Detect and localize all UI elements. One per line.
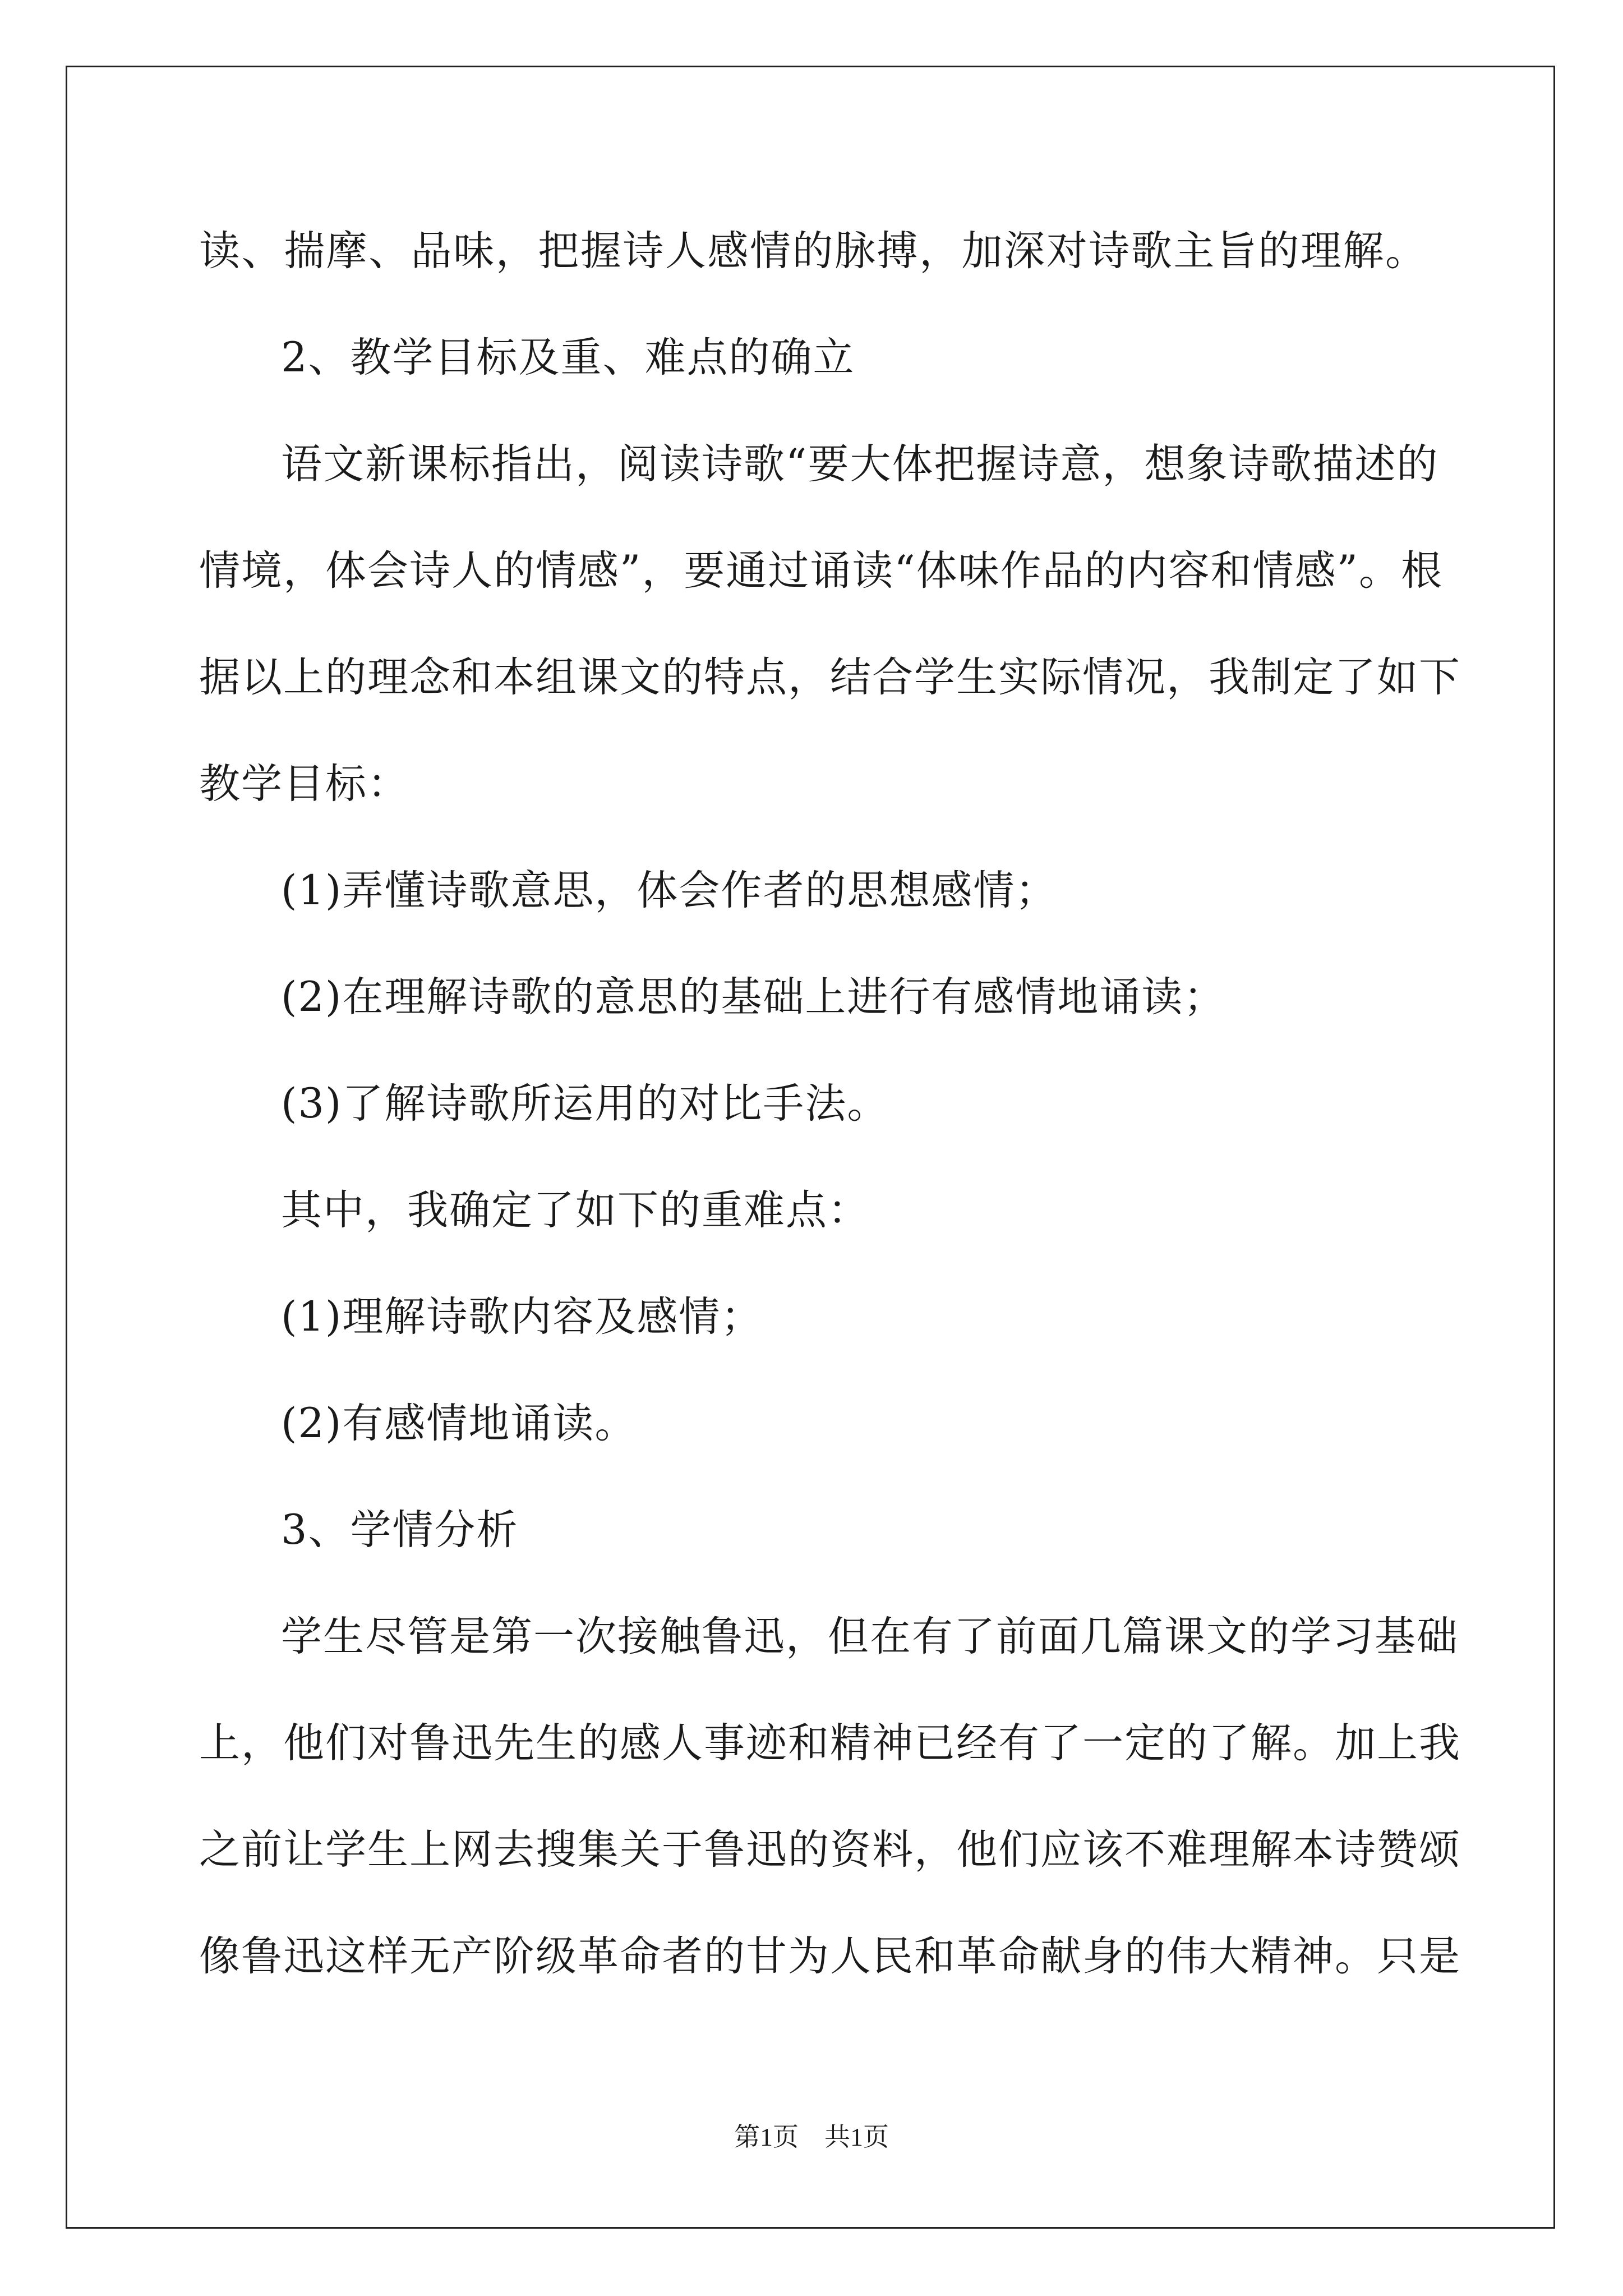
paragraph-line: 像鲁迅这样无产阶级革命者的甘为人民和革命献身的伟大精神。只是 xyxy=(199,1932,1461,1980)
paragraph-line: 其中，我确定了如下的重难点： xyxy=(281,1186,870,1234)
list-item: (3)了解诗歌所运用的对比手法。 xyxy=(281,1080,889,1128)
list-item: (1)理解诗歌内容及感情； xyxy=(281,1293,763,1341)
paragraph-line: 学生尽管是第一次接触鲁迅，但在有了前面几篇课文的学习基础 xyxy=(281,1613,1459,1660)
paragraph-line: 语文新课标指出，阅读诗歌“要大体把握诗意，想象诗歌描述的 xyxy=(281,440,1439,488)
list-item: (1)弄懂诗歌意思，体会作者的思想感情； xyxy=(281,867,1058,914)
paragraph-line: 据以上的理念和本组课文的特点，结合学生实际情况，我制定了如下 xyxy=(199,654,1461,701)
paragraph-line: 情境，体会诗人的情感”，要通过诵读“体味作品的内容和情感”。根 xyxy=(199,547,1443,595)
list-item: (2)在理解诗歌的意思的基础上进行有感情地诵读； xyxy=(281,973,1226,1021)
section-heading: 3、学情分析 xyxy=(281,1506,519,1554)
text-line: 读、揣摩、品味，把握诗人感情的脉搏，加深对诗歌主旨的理解。 xyxy=(199,227,1427,275)
page-border xyxy=(66,66,1555,2229)
page-number: 第1页 共1页 xyxy=(734,2123,889,2151)
list-item: (2)有感情地诵读。 xyxy=(281,1400,637,1447)
paragraph-line: 之前让学生上网去搜集关于鲁迅的资料，他们应该不难理解本诗赞颂 xyxy=(199,1826,1461,1874)
section-heading: 2、教学目标及重、难点的确立 xyxy=(281,334,855,381)
paragraph-line: 教学目标： xyxy=(199,760,409,808)
paragraph-line: 上，他们对鲁迅先生的感人事迹和精神已经有了一定的了解。加上我 xyxy=(199,1719,1461,1767)
